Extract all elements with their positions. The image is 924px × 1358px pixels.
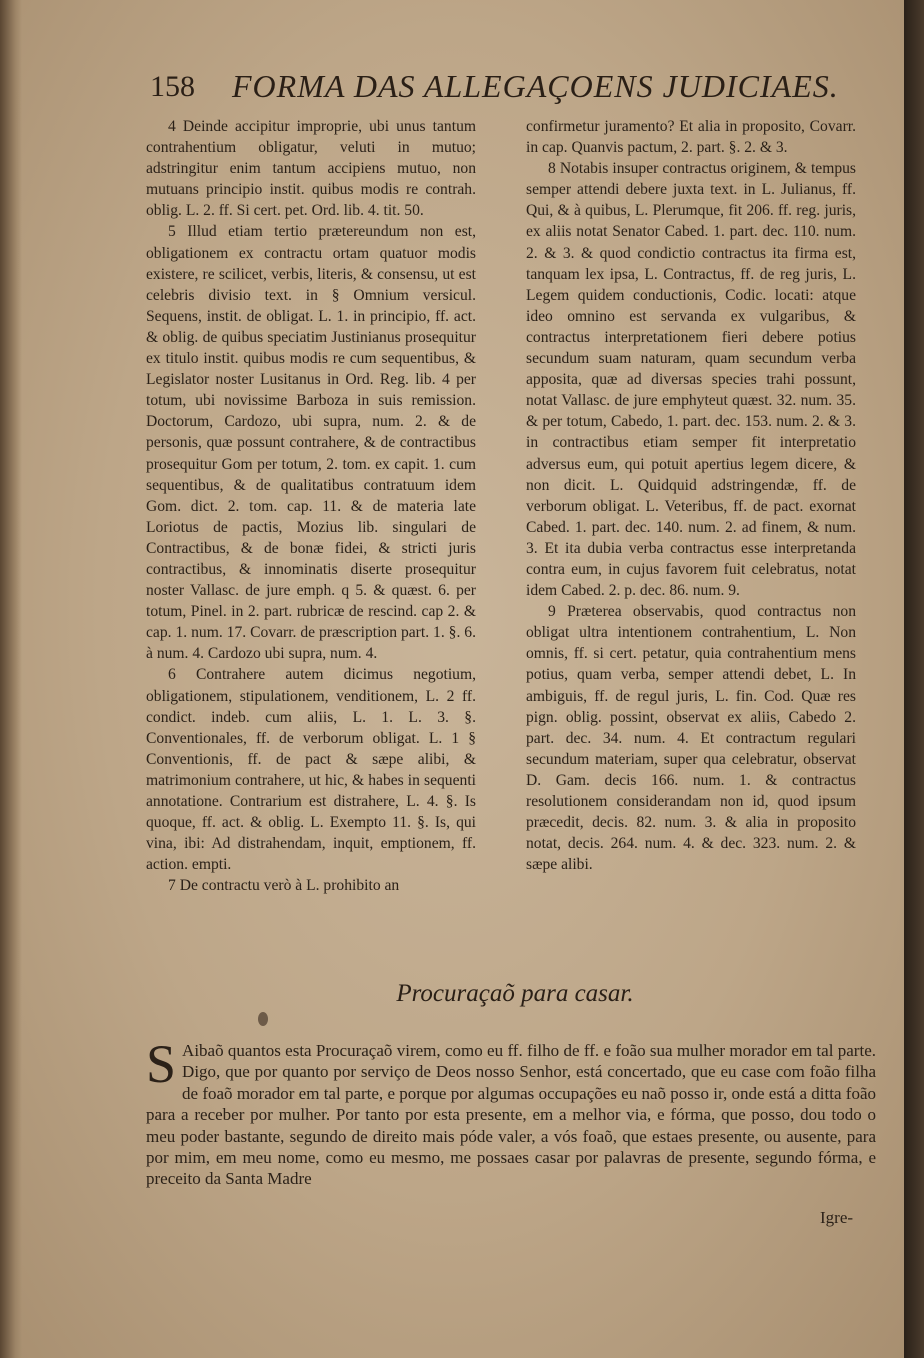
procuration-body: Aibaõ quantos esta Procuraçaõ virem, como eu ff. filho de ff. e foão sua mulher morador em tal parte. Digo, que por quanto por serviço de Deos nosso Senhor, está concertado, que eu case com foão filha de foaõ morador em tal parte, e porque por algumas occupações eu naõ posso ir, onde está a ditta foão para a receber por mulher. Por tanto por esta presente, em a melhor via, e fórma, que posso, dou todo o meu poder bastante, segundo de direito mais póde valer, a vós foaõ, que estaes presente, ou ausente, para por mim, em meu nome, como eu mesmo, me possaes casar por palavras de presente, segundo fórma, e preceito da Santa Madre	[146, 1041, 876, 1189]
binding-gutter	[0, 0, 22, 1358]
paragraph: 5 Illud etiam tertio prætereundum non est, obligationem ex contractu ortam quatuor modis existere, re scilicet, verbis, literis, & consensu, ut est celebris divisio text. in § Omnium versicul. Sequens, instit. de obligat. L. 1. in principio, ff. act. & oblig. de quibus speciatim Justinianus prosequitur ex titulo instit. quibus modis re cum sequentibus, & Legislator noster Lusitanus in Ord. Reg. lib. 4 per totum, ubi novissime Barboza in suis remission. Doctorum, Cardozo, ubi supra, num. 2. & de personis, quæ possunt contrahere, & de contractibus prosequitur Gom per totum, 2. tom. ex capit. 1. cum sequentibus, & de qualitatibus contratuum idem Gom. dict. 2. tom. cap. 11. & de materia late Loriotus de pactis, Mozius lib. singulari de Contractibus, & de bonæ fidei, & stricti juris contractibus, & innominatis diserte prosequitur noster Vallasc. de jure emph. q 5. & quæst. 6. per totum, Pinel. in 2. part. rubricæ de rescind. cap 2. & cap. 1. num. 17. Covarr. de præscription part. 1. §. 6. à num. 4. Cardozo ubi supra, num. 4.	[146, 223, 476, 663]
ink-stain	[258, 1012, 268, 1026]
running-title: FORMA DAS ALLEGAÇOENS JUDICIAES.	[232, 68, 839, 104]
catchword: Igre-	[820, 1208, 854, 1227]
drop-cap: S	[146, 1040, 177, 1094]
paragraph: 7 De contractu verò à L. prohibito an	[168, 877, 400, 895]
paragraph: 4 Deinde accipitur improprie, ubi unus tantum contrahentium obligatur, veluti in mutuo; adstringitur enim tantum accipiens mutuo, non mutuans principio instit. quibus modis re contrah. oblig. L. 2. ff. Si cert. pet. Ord. lib. 4. tit. 50.	[146, 118, 476, 220]
paragraph: 9 Præterea observabis, quod contractus non obligat ultra intentionem contrahentium, L. Non omnis, ff. si cert. petatur, quia contrahentium mens potius, quam verba, semper attendi debet, L. In ambiguis, ff. de regul juris, L. fin. Cod. Quæ res pign. oblig. possint, observat ex aliis, Cabedo 2. part. dec. 34. num. 4. Et contractum regulari secundum materiam, super qua celebratur, observat D. Gam. decis 166. num. 1. & contractus resolutionem considerandam non id, quod ipsum præcedit, decis. 82. num. 3. & alia in proposito notat, decis. 264. num. 4. & dec. 323. num. 2. & sæpe alibi.	[526, 603, 856, 874]
right-column	[526, 116, 856, 962]
paragraph: 8 Notabis insuper contractus originem, & tempus semper attendi debere juxta text. in L. Julianus, ff. Qui, & à quibus, L. Plerumque, fit 206. ff. reg. juris, ex aliis notat Senator Cabed. 1. part. dec. 110. num. 2. & 3. & quod condictio contractus ita firma est, tanquam lex ipsa, L. Contractus, ff. de reg juris, L. Legem quidem conductionis, Codic. locati: atque ideo omnino est servanda ex vulgaribus, & contractus interpretationem fieri debere potius secundum suam naturam, quam secundum verba apposita, quæ ad diversas species trahi possunt, notat Vallasc. de jure emphyteut quæst. 32. num. 35. & per totum, Cabedo, 1. part. dec. 153. num. 2. & 3. in contractibus etiam semper fit interpretatio adversus eum, qui potuit apertius legem dicere, & non dicit. L. Quidquid adstringendæ, ff. de verborum obligat. L. Veteribus, ff. de pact. exornat Cabed. 1. part. dec. 140. num. 2. ad finem, & num. 3. Et ita dubia verba contractus esse interpretanda contra eum, in cujus favorem fuit celebratus, notat idem Cabed. 2. p. dec. 86. num. 9.	[526, 160, 856, 600]
paragraph: confirmetur juramento? Et alia in proposito, Covarr. in cap. Quanvis pactum, 2. part. §. 2. & 3.	[526, 118, 856, 157]
section-title: Procuraçaõ para casar.	[396, 980, 634, 1007]
paragraph: 6 Contrahere autem dicimus negotium, obligationem, stipulationem, venditionem, L. 2 ff. condict. indeb. cum aliis, L. 1. L. 3. §. Conventionales, ff. de verborum obligat. L. 1 § Conventionis, ff. de pact & sæpe alibi, & matrimonium contrahere, ut hic, & habes in sequenti annotatione. Contrarium est distrahere, L. 4. §. Is quoque, ff. act. & oblig. L. Exempto 11. §. Is, qui vina, ibi: Ad distrahendam, inquit, emptionem, ff. action. empti.	[146, 666, 476, 874]
page-number: 158	[150, 70, 195, 103]
left-column	[146, 116, 476, 962]
book-edge	[904, 0, 924, 1358]
page-header	[150, 66, 850, 110]
procuration-text	[146, 1040, 876, 1240]
